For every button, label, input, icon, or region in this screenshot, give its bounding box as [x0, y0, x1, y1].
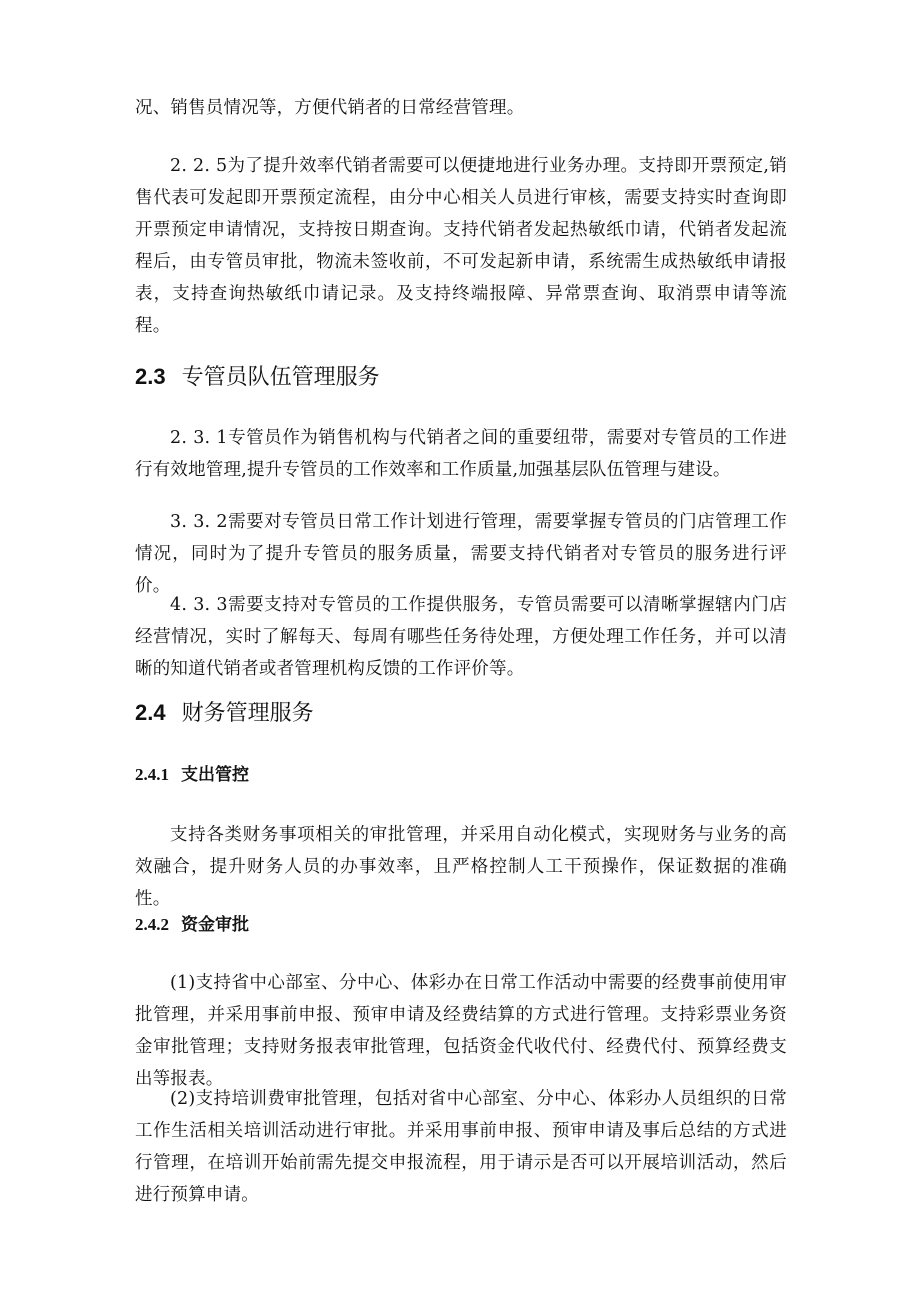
paragraph-2-2-5: 2. 2. 5为了提升效率代销者需要可以便捷地进行业务办理。支持即开票预定,销售代表可发起即开票预定流程，由分中心相关人员进行审核，需要支持实时查询即开票预定申请情况，支持按日期查询。支持代销者发起热敏纸巾请，代销者发起流程后，由专管员审批，物流未签收前，不可发起新申请，系统需生成热敏纸申请报表，支持查询热敏纸巾请记录。及支持终端报障、异常票查询、取消票申请等流程。	[135, 156, 787, 336]
paragraph-4-3-3: 4. 3. 3需要支持对专管员的工作提供服务，专管员需要可以清晰掌握辖内门店经营情况，实时了解每天、每周有哪些任务待处理，方便处理工作任务，并可以清晰的知道代销者或者管理机构反馈的工作评价等。	[135, 595, 787, 679]
subsection-number: 2.4.1	[135, 765, 169, 784]
subsection-title: 资金审批	[181, 915, 249, 935]
subsection-heading-2-4-1	[135, 762, 249, 788]
subsection-number: 2.4.2	[135, 915, 169, 934]
section-title: 专管员队伍管理服务	[181, 365, 380, 390]
section-heading-2-3	[135, 362, 380, 393]
paragraph-2-4-2-item-2: (2)支持培训费审批管理，包括对省中心部室、分中心、体彩办人员组织的日常工作生活相关培训活动进行审批。并采用事前申报、预审申请及事后总结的方式进行管理，在培训开始前需先提交申报流程，用于请示是否可以开展培训活动，然后进行预算申请。	[135, 1089, 787, 1205]
subsection-title: 支出管控	[181, 765, 249, 785]
paragraph-2-4-2-item-1: (1)支持省中心部室、分中心、体彩办在日常工作活动中需要的经费事前使用审批管理，并采用事前申报、预审申请及经费结算的方式进行管理。支持彩票业务资金审批管理；支持财务报表审批管理，包括资金代收代付、经费代付、预算经费支出等报表。	[135, 973, 787, 1089]
subsection-heading-2-4-2	[135, 912, 249, 938]
paragraph-2-4-1: 支持各类财务事项相关的审批管理，并采用自动化模式，实现财务与业务的高效融合，提升财务人员的办事效率，且严格控制人工干预操作，保证数据的准确性。	[135, 825, 787, 909]
section-number: 2.4	[135, 700, 166, 725]
section-title: 财务管理服务	[181, 701, 314, 726]
paragraph-3-3-2: 3. 3. 2需要对专管员日常工作计划进行管理，需要掌握专管员的门店管理工作情况，同时为了提升专管员的服务质量，需要支持代销者对专管员的服务进行评价。	[135, 512, 787, 596]
section-number: 2.3	[135, 364, 166, 389]
paragraph-intro-tail: 况、销售员情况等，方便代销者的日常经营管理。	[135, 98, 525, 118]
paragraph-2-3-1: 2. 3. 1专管员作为销售机构与代销者之间的重要纽带，需要对专管员的工作进行有效地管理,提升专管员的工作效率和工作质量,加强基层队伍管理与建设。	[135, 428, 787, 480]
section-heading-2-4	[135, 698, 314, 729]
